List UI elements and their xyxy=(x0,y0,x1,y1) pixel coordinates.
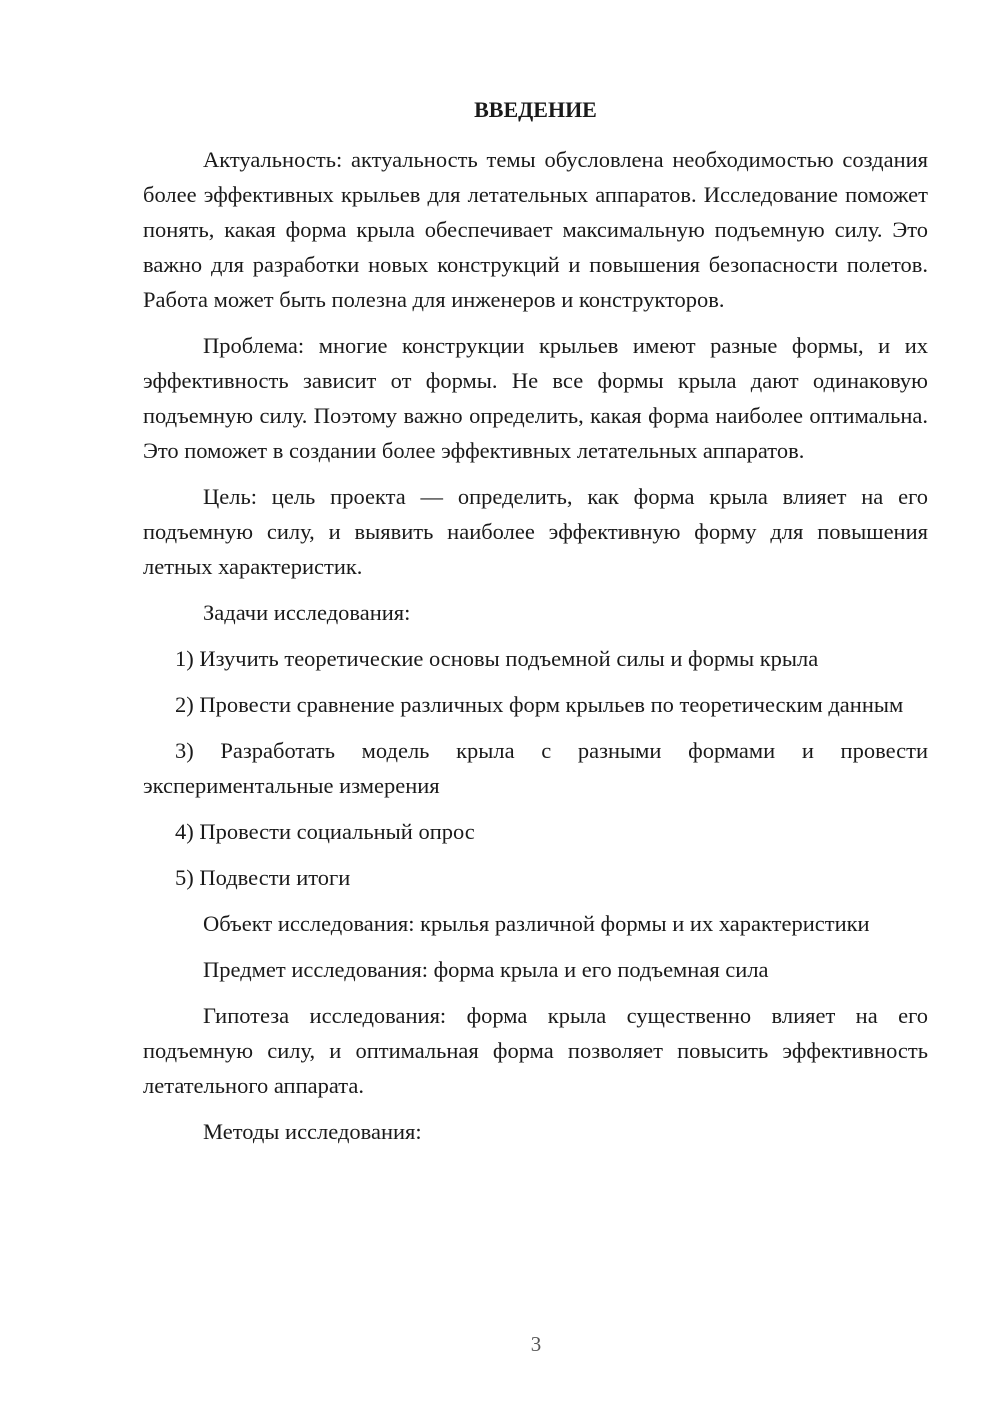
page-title: ВВЕДЕНИЕ xyxy=(474,97,597,122)
task-item-1: 1) Изучить теоретические основы подъемной силы и формы крыла xyxy=(175,646,819,671)
task-item-2: 2) Провести сравнение различных форм крыльев по теоретическим данным xyxy=(175,692,904,717)
object-paragraph: Объект исследования: крылья различной формы и их характеристики xyxy=(203,911,870,936)
page-number: 3 xyxy=(530,1332,542,1356)
subject-paragraph: Предмет исследования: форма крыла и его подъемная сила xyxy=(203,957,769,982)
methods-heading: Методы исследования: xyxy=(203,1119,422,1144)
relevance-paragraph: Актуальность: актуальность темы обусловлена необходимостью создания более эффективных крыльев для летательных аппаратов. Исследование поможет понять, какая форма крыла обеспечивает максимальную подъемную силу. Это важно для разработки новых конструкций и повышения безопасности полетов. Работа может быть полезна для инженеров и конструкторов. xyxy=(143,147,928,312)
goal-paragraph: Цель: цель проекта — определить, как форма крыла влияет на его подъемную силу, и выявить наиболее эффективную форму для повышения летных характеристик. xyxy=(143,484,928,579)
tasks-heading: Задачи исследования: xyxy=(203,600,411,625)
hypothesis-paragraph: Гипотеза исследования: форма крыла существенно влияет на его подъемную силу, и оптимальная форма позволяет повысить эффективность летательного аппарата. xyxy=(143,1003,928,1098)
document-page xyxy=(143,90,928,1160)
task-item-4: 4) Провести социальный опрос xyxy=(175,819,475,844)
task-item-5: 5) Подвести итоги xyxy=(175,865,351,890)
problem-paragraph: Проблема: многие конструкции крыльев имеют разные формы, и их эффективность зависит от формы. Не все формы крыла дают одинаковую подъемную силу. Поэтому важно определить, какая форма наиболее оптимальна. Это поможет в создании более эффективных летательных аппаратов. xyxy=(143,333,928,463)
task-item-3: 3) Разработать модель крыла с разными формами и провести экспериментальные измерения xyxy=(143,738,928,798)
